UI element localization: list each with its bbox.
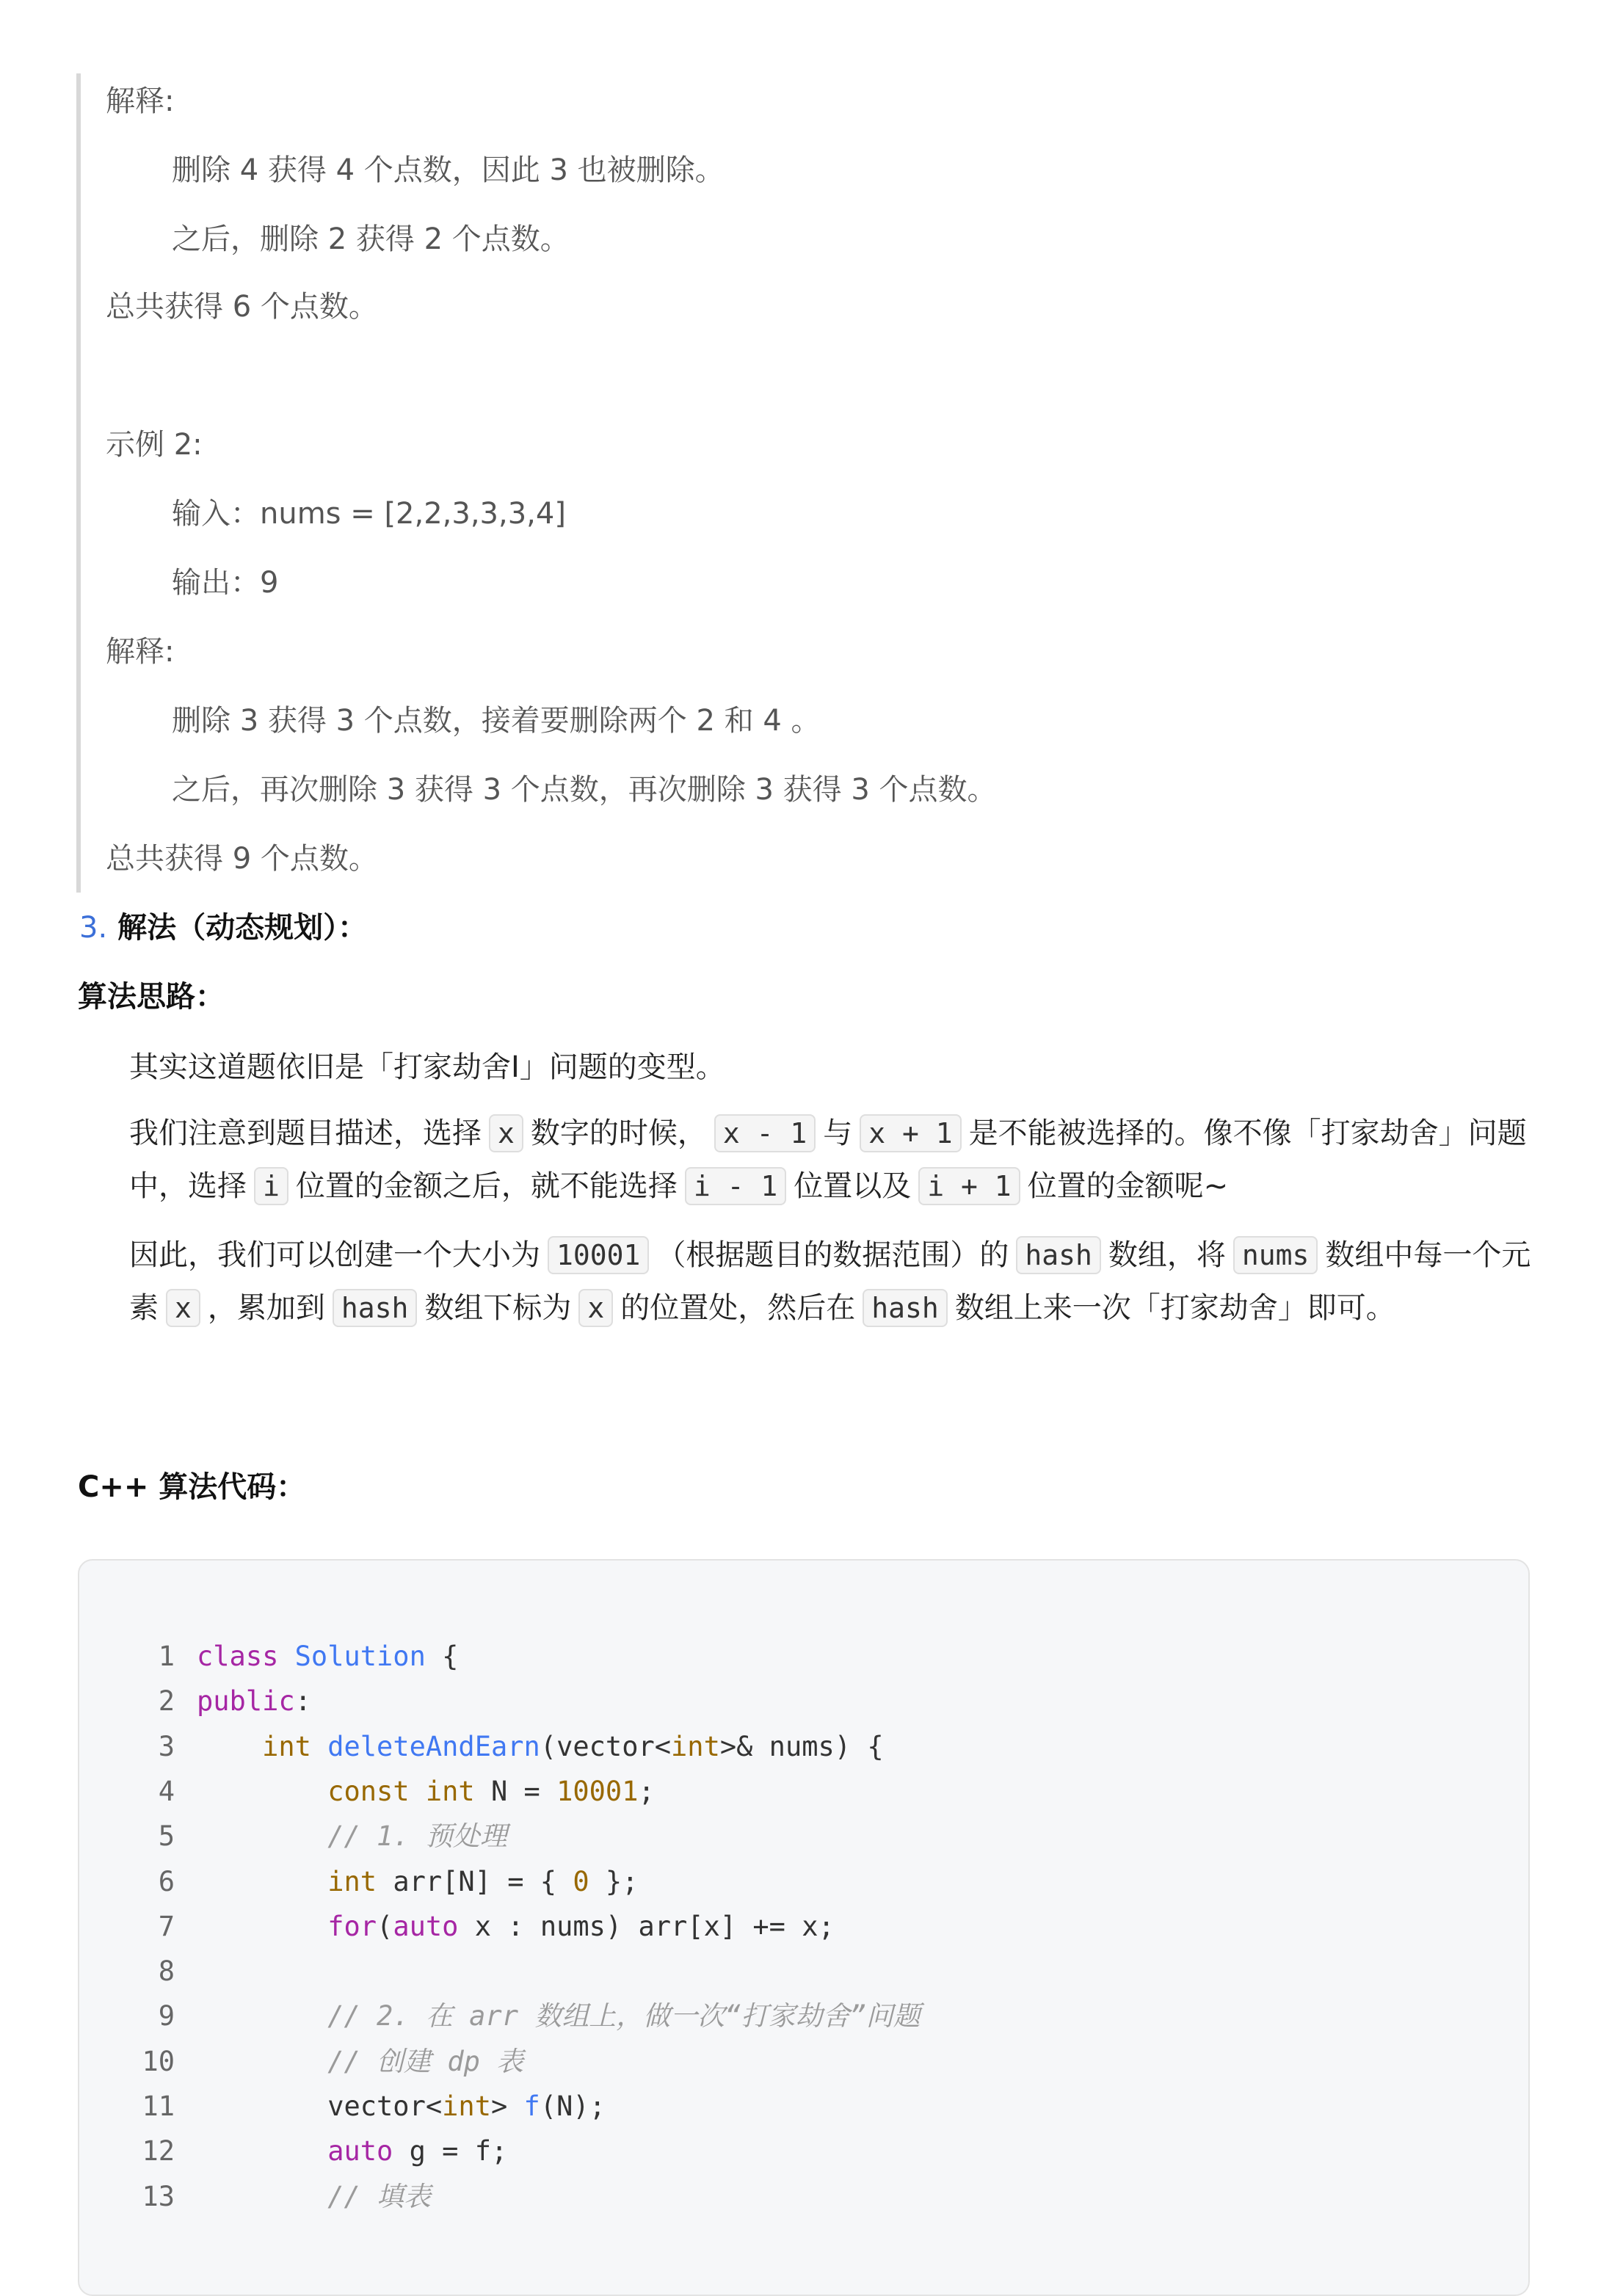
code-token: N = <box>474 1775 557 1807</box>
code-token <box>197 1776 327 1807</box>
code-token <box>197 1820 327 1852</box>
code-line <box>79 2174 431 2219</box>
idea-paragraph-3: 因此，我们可以创建一个大小为 10001 （根据题目的数据范围）的 hash 数组，将 nums 数组中每一个元素 x ，累加到 hash 数组下标为 x 的位置处，然后在 hash 数组上来一次「打家劫舍」即可。 <box>129 1229 1531 1334</box>
code-token: // 填表 <box>327 2180 432 2212</box>
code-token <box>197 2046 327 2077</box>
line-number: 9 <box>158 2000 175 2032</box>
code-token: Solution <box>294 1641 426 1672</box>
idea-paragraph-2: 我们注意到题目描述，选择 x 数字的时候， x - 1 与 x + 1 是不能被选择的。像不像「打家劫舍」问题中，选择 i 位置的金额之后，就不能选择 i - 1 位置以及 i + 1 位置的金额呢~ <box>129 1107 1531 1213</box>
code-line <box>79 1724 884 1769</box>
example-2-input: 输入：nums = [2,2,3,3,3,4] <box>172 497 566 531</box>
code-token: vector< <box>197 2090 443 2122</box>
inline-code: x + 1 <box>860 1114 961 1152</box>
inline-code: i - 1 <box>685 1167 786 1205</box>
idea-content <box>129 1041 1531 1334</box>
example-2-title: 示例 2: <box>106 428 203 462</box>
code-token: 10001 <box>556 1775 639 1807</box>
code-token: for <box>327 1910 377 1942</box>
example-2-output: 输出：9 <box>172 566 279 600</box>
section-title: 解法（动态规划）： <box>117 911 368 945</box>
line-number: 4 <box>158 1775 175 1807</box>
code-token: public <box>197 1685 295 1718</box>
code-token: (N); <box>540 2090 606 2122</box>
code-token <box>197 2135 327 2167</box>
code-token: (vector< <box>540 1730 672 1762</box>
inline-code: x <box>489 1114 523 1152</box>
code-token: const int <box>327 1775 475 1807</box>
explain-2-line-2: 之后，再次删除 3 获得 3 个点数，再次删除 3 获得 3 个点数。 <box>172 773 997 807</box>
code-heading: C++ 算法代码： <box>78 1470 306 1504</box>
inline-code: x <box>578 1289 613 1327</box>
code-token: ; <box>638 1775 655 1807</box>
code-token: x : nums) arr[x] += x; <box>458 1910 835 1942</box>
line-number: 7 <box>158 1910 175 1942</box>
example-1-total: 总共获得 6 个点数。 <box>106 290 378 324</box>
code-token: ( <box>377 1910 393 1942</box>
explain-label-1: 解释: <box>106 84 175 118</box>
code-token: auto <box>393 1910 459 1942</box>
code-token: class <box>197 1641 295 1672</box>
code-token: f <box>523 2090 540 2122</box>
code-token: int <box>442 2090 491 2122</box>
code-token: // 2. 在 arr 数组上，做一次“打家劫舍”问题 <box>327 2000 921 2032</box>
explain-1-line-1: 删除 4 获得 4 个点数，因此 3 也被删除。 <box>172 153 725 187</box>
code-token: // 创建 dp 表 <box>327 2045 524 2077</box>
code-token <box>197 2181 327 2212</box>
code-token: { <box>425 1641 459 1672</box>
line-number: 10 <box>142 2045 175 2077</box>
inline-code: hash <box>863 1289 948 1327</box>
line-number: 13 <box>142 2180 175 2212</box>
code-token: g = f; <box>393 2135 508 2168</box>
code-token: arr[N] = { <box>377 1865 573 1897</box>
code-token: 0 <box>573 1865 589 1897</box>
code-token: // 1. 预处理 <box>327 1820 507 1853</box>
section-heading <box>79 907 367 948</box>
line-number: 12 <box>142 2135 175 2168</box>
inline-code: 10001 <box>548 1236 649 1274</box>
code-token: int <box>327 1865 377 1897</box>
code-line <box>79 2129 507 2173</box>
inline-code: i + 1 <box>918 1167 1020 1205</box>
explain-label-2: 解释: <box>106 635 175 669</box>
code-line <box>79 1679 311 1723</box>
line-number: 8 <box>158 1955 175 1988</box>
code-token <box>197 1731 262 1762</box>
code-token: }; <box>589 1865 639 1897</box>
code-line <box>79 2084 606 2129</box>
line-number: 3 <box>158 1730 175 1762</box>
code-token: >& nums) { <box>719 1730 884 1762</box>
code-token <box>197 2000 327 2032</box>
code-line <box>79 1949 197 1994</box>
code-token <box>197 1911 327 1942</box>
code-block <box>78 1559 1530 2296</box>
code-token <box>197 1866 327 1897</box>
inline-code: x <box>166 1289 200 1327</box>
idea-paragraph-1: 其实这道题依旧是「打家劫舍I」问题的变型。 <box>129 1050 725 1084</box>
line-number: 1 <box>158 1641 175 1672</box>
inline-code: hash <box>1016 1236 1101 1274</box>
code-token: : <box>294 1685 311 1718</box>
code-line <box>79 1769 655 1814</box>
line-number: 5 <box>158 1820 175 1853</box>
code-line <box>79 1814 507 1859</box>
code-token: deleteAndEarn <box>327 1730 540 1762</box>
code-line <box>79 1859 638 1904</box>
inline-code: i <box>254 1167 288 1205</box>
code-line <box>79 1994 921 2038</box>
explain-2-line-1: 删除 3 获得 3 个点数，接着要删除两个 2 和 4 。 <box>172 704 821 738</box>
code-token: int <box>262 1730 328 1762</box>
line-number: 6 <box>158 1865 175 1897</box>
example-2-total: 总共获得 9 个点数。 <box>106 842 378 876</box>
inline-code: nums <box>1233 1236 1318 1274</box>
inline-code: x - 1 <box>714 1114 816 1152</box>
code-line <box>79 1634 458 1679</box>
code-line <box>79 1904 835 1949</box>
line-number: 2 <box>158 1685 175 1718</box>
line-number: 11 <box>142 2090 175 2122</box>
idea-heading: 算法思路： <box>78 980 225 1014</box>
code-token: int <box>671 1730 720 1762</box>
code-line <box>79 2039 523 2084</box>
code-token: auto <box>327 2135 393 2168</box>
explain-1-line-2: 之后，删除 2 获得 2 个点数。 <box>172 222 570 256</box>
inline-code: hash <box>333 1289 418 1327</box>
code-token: > <box>490 2090 524 2122</box>
list-number: 3. <box>79 911 108 945</box>
